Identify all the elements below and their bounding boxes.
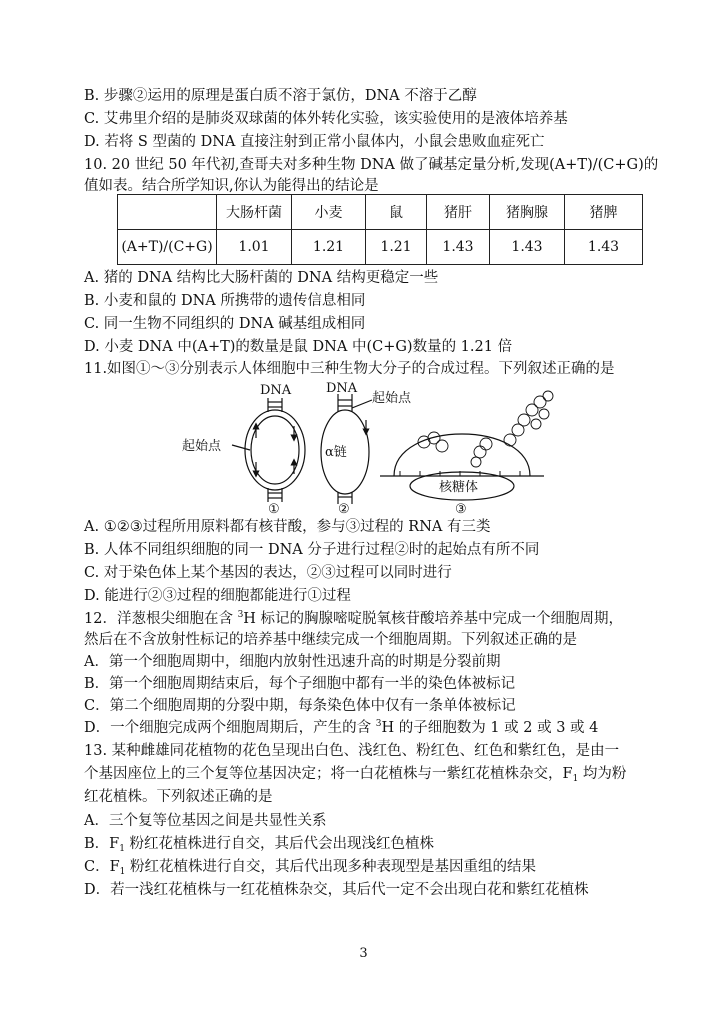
- q11-option-c: C. 对于染色体上某个基因的表达，②③过程可以同时进行: [84, 565, 452, 581]
- fig-origin-label-left: 起始点: [182, 439, 222, 454]
- q13-stem-line1: 13. 某种雌雄同花植物的花色呈现出白色、浅红色、粉红色、红色和紫红色，是由一: [84, 743, 620, 759]
- synthesis-figure: [180, 380, 560, 515]
- fig-dna-label-1: DNA: [260, 383, 292, 398]
- q12-option-b: B．第一个细胞周期结束后，每个子细胞中都有一半的染色体被标记: [84, 676, 516, 692]
- fig-dna-label-2: DNA: [326, 381, 358, 396]
- q13-option-b: B．$F_1$ 粉红花植株进行自交，其后代会出现浅红色植株: [84, 836, 435, 854]
- fig-alpha-chain-label: α链: [325, 445, 347, 460]
- table-header-cell: 鼠: [366, 195, 427, 230]
- q10-option-d: D. 小麦 DNA 中(A+T)的数量是鼠 DNA 中(C+G)数量的 1.21 倍: [84, 339, 513, 355]
- table-header-cell: 猪胸腺: [490, 195, 565, 230]
- q12-stem-line2: 然后在不含放射性标记的培养基中继续完成一个细胞周期。下列叙述正确的是: [84, 632, 577, 648]
- q13-option-d: D．若一浅红花植株与一红花植株杂交，其后代一定不会出现白花和紫红花植株: [84, 882, 589, 898]
- q13-stem-line3: 红花植株。下列叙述正确的是: [84, 789, 273, 805]
- table-cell: 1.21: [366, 230, 427, 265]
- table-row-label: (A+T)/(C+G): [118, 230, 217, 265]
- table-header-cell: 大肠杆菌: [217, 195, 292, 230]
- q10-stem-line1: 10. 20 世纪 50 年代初,查哥夫对多种生物 DNA 做了碱基定量分析,发现(A+T)/(C+G)的: [84, 157, 659, 173]
- q12-stem-line1: 12．洋葱根尖细胞在含 $^3$H 标记的胸腺嘧啶脱氧核苷酸培养基中完成一个细胞周期，: [84, 610, 624, 627]
- q9-option-c: C. 艾弗里介绍的是肺炎双球菌的体外转化实验，该实验使用的是液体培养基: [84, 111, 568, 127]
- table-cell: 1.01: [217, 230, 292, 265]
- table-header-row: [118, 195, 643, 230]
- q13-stem-line2: 个基因座位上的三个复等位基因决定；将一白花植株与一紫红花植株杂交，$F_1$ 均为粉: [84, 766, 627, 784]
- fig-number-1: ①: [268, 502, 280, 515]
- table-cell: 1.43: [490, 230, 565, 265]
- fig-number-3: ③: [455, 502, 467, 515]
- fig-origin-label-right: 起始点: [372, 391, 412, 406]
- q12-option-a: A．第一个细胞周期中，细胞内放射性迅速升高的时期是分裂前期: [84, 654, 501, 670]
- table-header-cell: 猪肝: [427, 195, 490, 230]
- table-header-cell: 猪脾: [565, 195, 643, 230]
- q11-option-d: D. 能进行②③过程的细胞都能进行①过程: [84, 588, 351, 604]
- q10-option-c: C. 同一生物不同组织的 DNA 碱基组成相同: [84, 316, 366, 332]
- q10-option-b: B. 小麦和鼠的 DNA 所携带的遗传信息相同: [84, 293, 366, 309]
- fig-number-2: ②: [338, 502, 350, 515]
- q12-option-d: D．一个细胞完成两个细胞周期后，产生的含 $^3$H 的子细胞数为 1 或 2 或 3 或 4: [84, 719, 599, 736]
- q13-option-a: A．三个复等位基因之间是共显性关系: [84, 813, 327, 829]
- table-cell: 1.21: [292, 230, 366, 265]
- q9-option-d: D. 若将 S 型菌的 DNA 直接注射到正常小鼠体内，小鼠会患败血症死亡: [84, 134, 545, 150]
- table-row: [118, 230, 643, 265]
- q10-option-a: A. 猪的 DNA 结构比大肠杆菌的 DNA 结构更稳定一些: [84, 270, 439, 286]
- fig-ribosome-label: 核糖体: [439, 480, 479, 495]
- q11-option-a: A. ①②③过程所用原料都有核苷酸，参与③过程的 RNA 有三类: [84, 519, 491, 535]
- replication-diagram: [232, 398, 305, 502]
- base-ratio-table: [117, 194, 643, 265]
- q12-option-c: C．第二个细胞周期的分裂中期，每条染色体中仅有一条单体被标记: [84, 698, 516, 714]
- table-header-cell: 小麦: [292, 195, 366, 230]
- table-header-cell: [118, 195, 217, 230]
- table-cell: 1.43: [565, 230, 643, 265]
- q13-option-c: C．$F_1$ 粉红花植株进行自交，其后代出现多种表现型是基因重组的结果: [84, 859, 536, 877]
- q10-stem-line2: 值如表。结合所学知识,你认为能得出的结论是: [84, 178, 379, 194]
- q9-option-b: B. 步骤②运用的原理是蛋白质不溶于氯仿，DNA 不溶于乙醇: [84, 88, 477, 104]
- table-cell: 1.43: [427, 230, 490, 265]
- q11-option-b: B. 人体不同组织细胞的同一 DNA 分子进行过程②时的起始点有所不同: [84, 542, 540, 558]
- page-number: 3: [359, 946, 368, 961]
- q11-stem: 11.如图①～③分别表示人体细胞中三种生物大分子的合成过程。下列叙述正确的是: [84, 361, 615, 377]
